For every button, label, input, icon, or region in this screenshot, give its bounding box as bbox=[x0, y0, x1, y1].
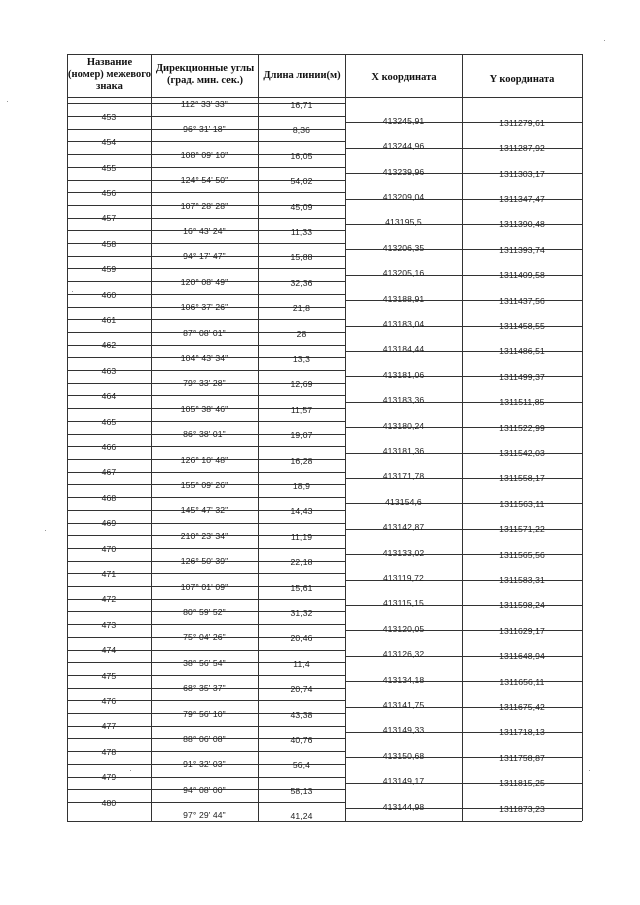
column-rule bbox=[67, 54, 68, 821]
directional-angle: 75° 04' 26" bbox=[183, 632, 226, 642]
point-name: 470 bbox=[101, 544, 117, 554]
scan-speck bbox=[7, 101, 8, 102]
y-coordinate: 1311563,11 bbox=[499, 499, 545, 509]
directional-angle: 79° 33' 28" bbox=[183, 378, 226, 388]
y-coordinate: 1311648,94 bbox=[499, 651, 545, 661]
column-rule bbox=[345, 54, 346, 821]
line-length: 8,36 bbox=[292, 125, 311, 135]
directional-angle: 106° 37' 26" bbox=[180, 302, 229, 312]
line-length: 31,32 bbox=[290, 608, 313, 618]
y-coordinate: 1311629,17 bbox=[499, 626, 545, 636]
y-coordinate: 1311656,11 bbox=[499, 677, 545, 687]
x-coordinate: 413205,16 bbox=[382, 268, 425, 278]
point-name: 467 bbox=[101, 467, 117, 477]
line-length: 15,88 bbox=[290, 252, 313, 262]
point-name: 478 bbox=[101, 747, 117, 757]
line-length: 11,33 bbox=[290, 227, 313, 237]
line-length: 41,24 bbox=[290, 811, 313, 821]
line-length: 28 bbox=[296, 329, 307, 339]
x-coordinate: 413188,91 bbox=[382, 294, 425, 304]
y-coordinate: 1311565,56 bbox=[499, 550, 545, 560]
y-coordinate: 1311486,51 bbox=[499, 346, 545, 356]
directional-angle: 80° 59' 52" bbox=[183, 607, 226, 617]
point-name: 480 bbox=[101, 798, 117, 808]
header-bottom-rule bbox=[67, 97, 582, 98]
directional-angle: 88° 06' 08" bbox=[183, 734, 226, 744]
header-line-length: Длина линии(м) bbox=[263, 70, 341, 81]
x-coordinate: 413133,02 bbox=[382, 548, 425, 558]
x-coordinate: 413209,04 bbox=[382, 192, 425, 202]
x-coordinate: 413149,33 bbox=[382, 725, 425, 735]
y-coordinate: 1311522,99 bbox=[499, 423, 545, 433]
y-coordinate: 1311437,56 bbox=[499, 296, 545, 306]
y-coordinate: 1311758,87 bbox=[499, 753, 545, 763]
directional-angle: 107° 01' 09" bbox=[180, 582, 229, 592]
scan-speck bbox=[604, 40, 605, 41]
point-name: 459 bbox=[101, 264, 117, 274]
x-coordinate: 413134,18 bbox=[382, 675, 425, 685]
directional-angle: 120° 08' 49" bbox=[180, 277, 229, 287]
point-name: 472 bbox=[101, 594, 117, 604]
line-length: 11,4 bbox=[293, 659, 310, 669]
x-coordinate: 413119,72 bbox=[383, 573, 424, 583]
point-name: 476 bbox=[101, 696, 117, 706]
line-length: 11,57 bbox=[290, 405, 313, 415]
x-coordinate: 413245,91 bbox=[382, 116, 425, 126]
y-coordinate: 1311873,23 bbox=[499, 804, 545, 814]
y-coordinate: 1311499,37 bbox=[499, 372, 545, 382]
point-name: 454 bbox=[101, 137, 117, 147]
column-rule bbox=[258, 54, 259, 821]
directional-angle: 96° 31' 18" bbox=[183, 124, 226, 134]
x-coordinate: 413183,04 bbox=[382, 319, 425, 329]
line-length: 43,38 bbox=[290, 710, 313, 720]
y-coordinate: 1311598,24 bbox=[499, 600, 545, 610]
scan-speck bbox=[130, 770, 131, 771]
line-length: 18,9 bbox=[292, 481, 311, 491]
y-coordinate: 1311303,17 bbox=[499, 169, 545, 179]
x-coordinate: 413126,32 bbox=[382, 649, 425, 659]
x-coordinate: 413171,78 bbox=[382, 471, 425, 481]
header-directional-angles: Дирекционные углы (град. мин. сек.) bbox=[155, 63, 255, 86]
header-x-coordinate: X координата bbox=[371, 72, 437, 83]
point-name: 466 bbox=[101, 442, 117, 452]
y-coordinate: 1311390,48 bbox=[499, 219, 545, 229]
directional-angle: 68° 35' 37" bbox=[183, 683, 226, 693]
line-length: 16,28 bbox=[290, 456, 313, 466]
y-coordinate: 1311458,55 bbox=[499, 321, 545, 331]
point-name: 468 bbox=[101, 493, 117, 503]
table-bottom-rule bbox=[67, 821, 582, 822]
directional-angle: 145° 47' 32" bbox=[180, 505, 229, 515]
point-name: 458 bbox=[101, 239, 117, 249]
point-name: 453 bbox=[101, 112, 117, 122]
x-coordinate: 413150,68 bbox=[382, 751, 425, 761]
x-coordinate: 413120,05 bbox=[382, 624, 425, 634]
line-length: 19,07 bbox=[290, 430, 313, 440]
directional-angle: 105° 38' 46" bbox=[180, 404, 229, 414]
line-length: 40,76 bbox=[290, 735, 313, 745]
directional-angle: 79° 56' 10" bbox=[183, 709, 226, 719]
directional-angle: 155° 09' 26" bbox=[180, 480, 229, 490]
x-coordinate: 413180,24 bbox=[382, 421, 425, 431]
point-name: 475 bbox=[101, 671, 117, 681]
header-point-name: Название (номер) межевого знака bbox=[68, 57, 151, 92]
directional-angle: 38° 56' 54" bbox=[183, 658, 226, 668]
line-length: 15,61 bbox=[290, 583, 313, 593]
point-name: 469 bbox=[101, 518, 117, 528]
y-coordinate: 1311347,47 bbox=[499, 194, 545, 204]
directional-angle: 104° 43' 34" bbox=[180, 353, 229, 363]
point-name: 462 bbox=[101, 340, 117, 350]
line-length: 22,18 bbox=[290, 557, 313, 567]
x-coordinate: 413244,96 bbox=[382, 141, 425, 151]
y-coordinate: 1311409,58 bbox=[499, 270, 545, 280]
line-length: 45,09 bbox=[290, 202, 313, 212]
point-name: 460 bbox=[101, 290, 117, 300]
line-length: 32,36 bbox=[290, 278, 313, 288]
point-name: 464 bbox=[101, 391, 117, 401]
column-rule bbox=[151, 54, 152, 821]
point-name: 471 bbox=[101, 569, 117, 579]
line-length: 11,19 bbox=[290, 532, 313, 542]
y-coordinate: 1311279,61 bbox=[499, 118, 545, 128]
point-name: 457 bbox=[101, 213, 117, 223]
x-coordinate: 413181,36 bbox=[382, 446, 425, 456]
directional-angle: 87° 08' 01" bbox=[183, 328, 226, 338]
y-coordinate: 1311558,17 bbox=[499, 473, 545, 483]
scan-speck bbox=[589, 770, 590, 771]
point-name: 465 bbox=[101, 417, 117, 427]
scan-speck bbox=[45, 530, 46, 531]
directional-angle: 86° 38' 01" bbox=[183, 429, 226, 439]
directional-angle: 107° 28' 28" bbox=[180, 201, 229, 211]
line-length: 13,3 bbox=[292, 354, 311, 364]
point-name: 456 bbox=[101, 188, 117, 198]
y-coordinate: 1311287,92 bbox=[499, 143, 545, 153]
point-name: 479 bbox=[101, 772, 117, 782]
column-rule bbox=[462, 54, 463, 821]
line-length: 12,69 bbox=[290, 379, 313, 389]
point-name: 455 bbox=[101, 163, 117, 173]
line-length: 58,13 bbox=[290, 786, 313, 796]
directional-angle: 126° 50' 39" bbox=[180, 556, 229, 566]
column-rule bbox=[582, 54, 583, 821]
y-coordinate: 1311571,22 bbox=[499, 524, 545, 534]
directional-angle: 94° 17' 47" bbox=[183, 251, 226, 261]
table-top-rule bbox=[67, 54, 582, 55]
y-coordinate: 1311393,74 bbox=[499, 245, 545, 255]
point-name: 461 bbox=[101, 315, 117, 325]
y-coordinate: 1311675,42 bbox=[499, 702, 545, 712]
x-coordinate: 413206,35 bbox=[382, 243, 425, 253]
directional-angle: 210° 23' 34" bbox=[180, 531, 229, 541]
x-coordinate: 413149,17 bbox=[382, 776, 425, 786]
x-coordinate: 413142,87 bbox=[382, 522, 425, 532]
header-y-coordinate: Y координата bbox=[489, 74, 555, 85]
point-name: 473 bbox=[101, 620, 117, 630]
directional-angle: 126° 10' 48" bbox=[180, 455, 229, 465]
directional-angle: 91° 32' 03" bbox=[183, 759, 226, 769]
x-coordinate: 413184,44 bbox=[382, 344, 425, 354]
point-name: 477 bbox=[101, 721, 117, 731]
y-coordinate: 1311542,03 bbox=[499, 448, 545, 458]
line-length: 20,74 bbox=[290, 684, 313, 694]
line-length: 21,8 bbox=[292, 303, 311, 313]
line-length: 16,71 bbox=[290, 100, 313, 110]
line-length: 20,46 bbox=[290, 633, 313, 643]
directional-angle: 108° 09' 10" bbox=[180, 150, 229, 160]
x-coordinate: 413115,15 bbox=[383, 598, 424, 608]
x-coordinate: 413154,6 bbox=[385, 497, 422, 507]
x-coordinate: 413181,06 bbox=[382, 370, 425, 380]
line-length: 54,02 bbox=[290, 176, 313, 186]
x-coordinate: 413144,98 bbox=[382, 802, 425, 812]
directional-angle: 124° 54' 50" bbox=[180, 175, 229, 185]
line-length: 14,43 bbox=[290, 506, 313, 516]
y-coordinate: 1311511,85 bbox=[499, 397, 545, 407]
x-coordinate: 413239,96 bbox=[382, 167, 425, 177]
line-length: 56,4 bbox=[292, 760, 311, 770]
line-length: 16,05 bbox=[290, 151, 313, 161]
directional-angle: 97° 29' 44" bbox=[183, 810, 226, 820]
directional-angle: 112° 33' 33" bbox=[181, 99, 228, 109]
point-name: 474 bbox=[101, 645, 117, 655]
x-coordinate: 413183,36 bbox=[382, 395, 425, 405]
y-coordinate: 1311718,13 bbox=[499, 727, 545, 737]
x-coordinate: 413141,75 bbox=[382, 700, 425, 710]
directional-angle: 16° 43' 24" bbox=[183, 226, 226, 236]
x-coordinate: 413195,5 bbox=[385, 217, 422, 227]
y-coordinate: 1311815,25 bbox=[499, 778, 545, 788]
directional-angle: 94° 08' 00" bbox=[183, 785, 226, 795]
y-coordinate: 1311583,31 bbox=[499, 575, 545, 585]
point-name: 463 bbox=[101, 366, 117, 376]
